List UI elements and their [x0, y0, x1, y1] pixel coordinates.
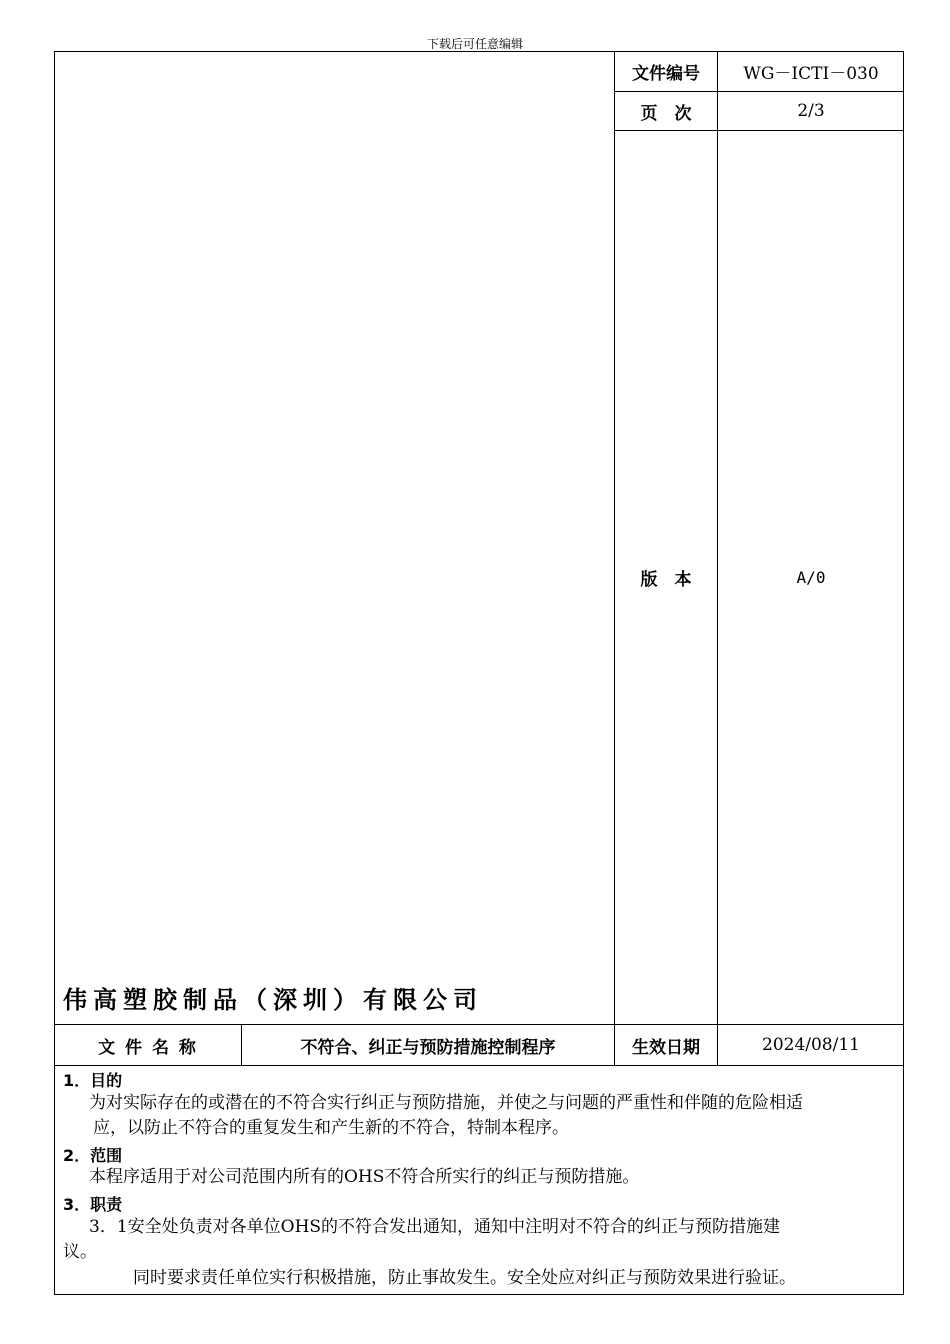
section-2-heading: 2．范围	[63, 1146, 123, 1165]
page-label: 页 次	[640, 103, 692, 124]
effective-date-value: 2024/08/11	[762, 1035, 860, 1055]
section-3-text: 议。	[63, 1242, 97, 1262]
company-name: 伟高塑胶制品（深圳）有限公司	[63, 986, 483, 1014]
page-value: 2/3	[797, 101, 825, 121]
section-3-text: 同时要求责任单位实行积极措施，防止事故发生。安全处应对纠正与预防效果进行验证。	[133, 1268, 796, 1288]
doc-no-label: 文件编号	[632, 64, 700, 84]
version-value: A/0	[796, 568, 826, 587]
effective-date-label: 生效日期	[632, 1037, 700, 1058]
top-note: 下载后可任意编辑	[426, 37, 523, 51]
version-label: 版 本	[640, 570, 692, 590]
document-frame	[54, 51, 904, 1295]
divider	[55, 1065, 903, 1066]
section-1-text: 为对实际存在的或潜在的不符合实行纠正与预防措施，并使之与问题的严重性和伴随的危险相适	[89, 1093, 803, 1113]
file-name-value: 不符合、纠正与预防措施控制程序	[300, 1037, 556, 1058]
section-3-heading: 3．职责	[63, 1195, 123, 1214]
section-2-text: 本程序适用于对公司范围内所有的OHS不符合所实行的纠正与预防措施。	[89, 1167, 640, 1187]
doc-no-value: WG－ICTI－030	[743, 64, 879, 84]
section-3-text: 3．1安全处负责对各单位OHS的不符合发出通知，通知中注明对不符合的纠正与预防措施建	[89, 1217, 781, 1237]
file-name-label: 文 件 名 称	[98, 1037, 198, 1058]
section-1-heading: 1．目的	[63, 1071, 123, 1090]
section-1-text: 应，以防止不符合的重复发生和产生新的不符合，特制本程序。	[93, 1118, 569, 1138]
